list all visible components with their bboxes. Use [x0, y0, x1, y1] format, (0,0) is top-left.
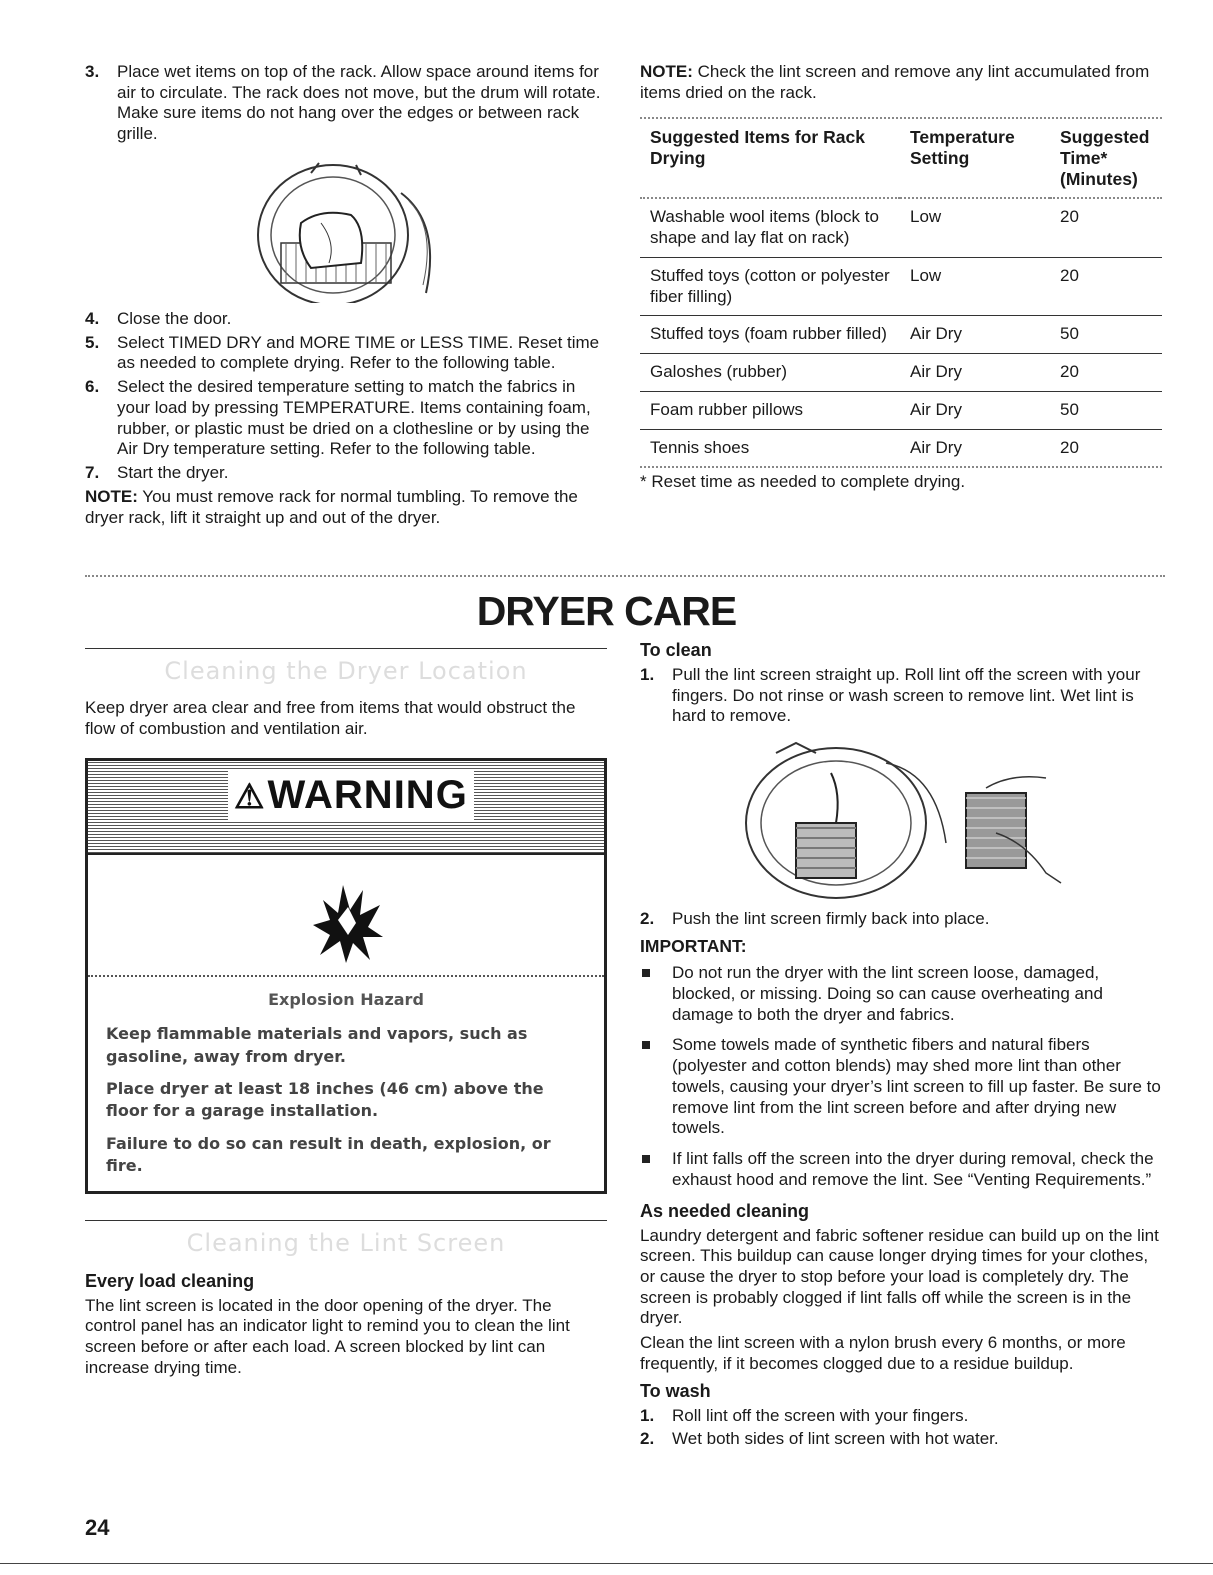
step-6: 6. Select the desired temperature setting to match the fabrics in your load by pressing TEMPERATURE. Items containing foam, rubber, or plastic must be dried on a clothesline or by using the Air Dry temperature setting. Refer to the following table. [85, 377, 591, 459]
clean-steps-a [640, 665, 1162, 727]
hazard-title: Explosion Hazard [268, 989, 424, 1009]
section-divider [85, 575, 1165, 577]
table-bottom-rule [640, 466, 1162, 468]
bullet-item: Some towels made of synthetic fibers and natural fibers (polyester and cotton blends) may shed more lint than other towels, causing your dryer’s lint screen to fill up faster. Be sure to remove lint from the lint screen before and after drying new towels. [640, 1035, 1162, 1139]
to-clean-heading: To clean [640, 640, 712, 660]
step-5: 5. Select TIMED DRY and MORE TIME or LESS TIME. Reset time as needed to complete drying. Refer to the following table. [85, 332, 600, 373]
wash-step-1: 1. Roll lint off the screen with your fingers. [640, 1405, 969, 1425]
table-header-time: Suggested Time* (Minutes) [1060, 127, 1150, 189]
step-7: 7. Start the dryer. [85, 463, 229, 483]
clean-step-1: 1. Pull the lint screen straight up. Roll lint off the screen with your fingers. Do not rinse or wash screen to remove lint. Wet lint is hard to remove. [640, 664, 1141, 726]
important-label: IMPORTANT: [640, 935, 747, 956]
table-row: Stuffed toys (cotton or polyester fiber filling) Low 20 [640, 257, 1162, 315]
right-bottom-column [640, 640, 1162, 1453]
rack-dryer-illustration [241, 153, 451, 303]
table-header-items: Suggested Items for Rack Drying [650, 127, 865, 169]
bullet-item: Do not run the dryer with the lint screen loose, damaged, blocked, or missing. Doing so can cause overheating and damage to both the dryer and fabrics. [640, 963, 1162, 1025]
warning-line: Keep flammable materials and vapors, such as gasoline, away from dryer. [106, 1024, 528, 1066]
location-heading-rule [85, 648, 607, 649]
table-row: Stuffed toys (foam rubber filled) Air Dry 50 [640, 316, 1162, 354]
warning-header [88, 761, 604, 853]
page-title: DRYER CARE [476, 588, 737, 634]
step-3: 3. Place wet items on top of the rack. Allow space around items for air to circulate. The rack does not move, but the drum will rotate. Make sure items do not hang over the edges or between rack grille. [85, 62, 601, 144]
every-load-heading: Every load cleaning [85, 1270, 255, 1291]
rack-removal-note: NOTE: You must remove rack for normal tumbling. To remove the dryer rack, lift it straight up and out of the dryer. [85, 486, 578, 527]
step-4: 4. Close the door. [85, 308, 232, 328]
wash-steps [640, 1406, 1162, 1450]
table-row: Foam rubber pillows Air Dry 50 [640, 391, 1162, 429]
rack-steps-list-b [85, 309, 607, 484]
warning-text [88, 975, 604, 1192]
warning-line: Failure to do so can result in death, explosion, or fire. [106, 1133, 551, 1176]
lint-heading: Cleaning the Lint Screen [186, 1229, 506, 1258]
clean-steps-b [640, 909, 1162, 930]
right-top-column [640, 62, 1162, 493]
left-top-column [85, 62, 607, 528]
as-needed-heading: As needed cleaning [640, 1200, 810, 1221]
lint-check-note: NOTE: Check the lint screen and remove any lint accumulated from items dried on the rack. [640, 62, 1150, 102]
location-text: Keep dryer area clear and free from items that would obstruct the flow of combustion and ventilation air. [85, 698, 576, 738]
warning-line: Place dryer at least 18 inches (46 cm) above the floor for a garage installation. [106, 1078, 544, 1121]
warning-label: ⚠WARNING [228, 771, 474, 820]
warning-box [85, 758, 607, 1195]
location-heading: Cleaning the Dryer Location [164, 657, 528, 685]
table-row: Galoshes (rubber) Air Dry 20 [640, 354, 1162, 392]
table-row: Washable wool items (block to shape and lay flat on rack) Low 20 [640, 198, 1162, 257]
rack-drying-table [640, 119, 1162, 466]
as-needed-text-2: Clean the lint screen with a nylon brush every 6 months, or more frequently, if it becomes clogged due to a residue buildup. [640, 1333, 1126, 1373]
bullet-item: If lint falls off the screen into the dryer during removal, check the exhaust hood and remove the lint. See “Venting Requirements.” [640, 1149, 1162, 1190]
warning-icon-row [88, 853, 604, 975]
bottom-rule [0, 1563, 1213, 1564]
important-bullets [640, 963, 1162, 1190]
rack-steps-list-a [85, 62, 607, 145]
lint-heading-rule [85, 1220, 607, 1221]
table-row: Tennis shoes Air Dry 20 [650, 437, 1079, 457]
wash-step-2: 2. Wet both sides of lint screen with hot water. [640, 1429, 999, 1449]
to-wash-heading: To wash [640, 1380, 711, 1401]
lint-screen-illustration [736, 733, 1066, 903]
warning-triangle-icon: ⚠ [234, 777, 266, 816]
table-header-row [640, 119, 1162, 198]
left-bottom-column [85, 648, 607, 1383]
table-footnote: * Reset time as needed to complete drying. [640, 472, 966, 492]
clean-step-2: 2. Push the lint screen firmly back into place. [640, 909, 990, 929]
as-needed-text-1: Laundry detergent and fabric softener residue can build up on the lint screen. This buildup can cause longer drying times for your clothes, or cause the dryer to stop before your load is completely dry. The screen is probably clogged if lint falls off while the screen is in the dryer. [640, 1225, 1159, 1328]
explosion-icon [308, 865, 388, 965]
page-number: 24 [85, 1515, 110, 1540]
table-header-temperature: Temperature Setting [910, 127, 1015, 169]
every-load-text: The lint screen is located in the door opening of the dryer. The control panel has an indicator light to remind you to clean the lint screen before or after each load. A screen blocked by lint can increase drying time. [85, 1295, 570, 1377]
